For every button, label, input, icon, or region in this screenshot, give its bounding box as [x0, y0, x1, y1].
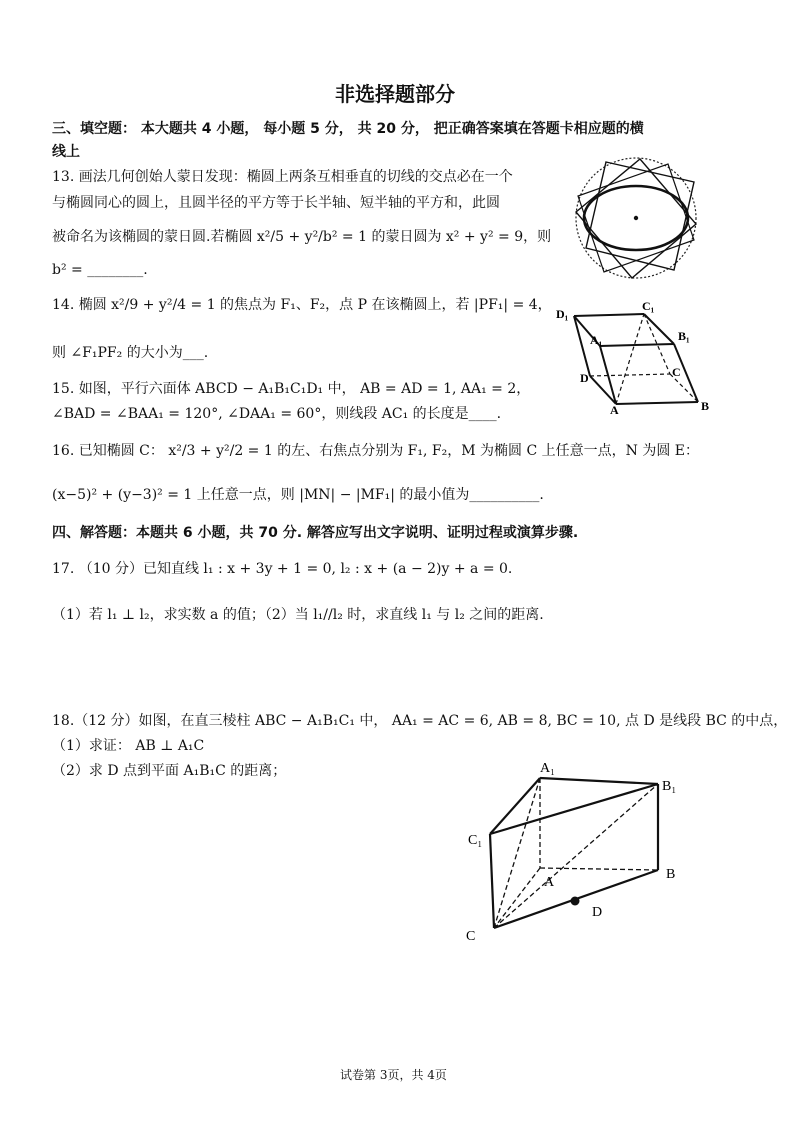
center-dot — [634, 216, 638, 220]
q18-line2: （1）求证： AB ⊥ A₁C — [52, 738, 205, 754]
q13-line1: 13. 画法几何创始人蒙日发现：椭圆上两条互相垂直的切线的交点必在一个 — [52, 169, 513, 185]
hex-label-b: B — [701, 399, 710, 413]
q15-line1: 15. 如图，平行六面体 ABCD − A₁B₁C₁D₁ 中， AB = AD = 1, AA₁ = 2， — [52, 381, 531, 397]
prism-label-c: C — [466, 929, 476, 944]
part4-heading: 四、解答题：本题共 6 小题，共 70 分. 解答应写出文字说明、证明过程或演算步骤. — [52, 525, 579, 541]
hex-label-c: C — [672, 365, 681, 379]
q18-line1: 18.（12 分）如图，在直三棱柱 ABC − A₁B₁C₁ 中， AA₁ = AC = 6, AB = 8, BC = 10, 点 D 是线段 BC 的中点， — [52, 713, 788, 729]
hex-label-d1: D₁ — [556, 307, 569, 321]
prism-label-c1: C₁ — [468, 833, 483, 848]
hex-label-d: D — [580, 371, 589, 385]
q16-line2: (x−5)² + (y−3)² = 1 上任意一点，则 |MN| − |MF₁| 的最小值为__________. — [52, 487, 544, 503]
hex-label-c1: C₁ — [642, 299, 655, 313]
prism-label-d: D — [592, 905, 603, 920]
tangent-square-1 — [586, 162, 694, 270]
part3-heading-line1: 三、填空题： 本大题共 4 小题， 每小题 5 分， 共 20 分， 把正确答案填在答题卡相应题的横 — [52, 121, 644, 137]
q14-line2: 则 ∠F₁PF₂ 的大小为___. — [52, 345, 209, 361]
q17-line1: 17. （10 分）已知直线 l₁ : x + 3y + 1 = 0, l₂ : x + (a − 2)y + a = 0. — [52, 561, 513, 577]
q18-line3: （2）求 D 点到平面 A₁B₁C 的距离； — [52, 763, 287, 779]
monge-circle-figure — [568, 152, 710, 288]
q16-line1: 16. 已知椭圆 C： x²/3 + y²/2 = 1 的左、右焦点分别为 F₁, F₂，M 为椭圆 C 上任意一点，N 为圆 E： — [52, 443, 699, 459]
q13-line3: 被命名为该椭圆的蒙日圆.若椭圆 x²/5 + y²/b² = 1 的蒙日圆为 x² + y² = 9，则 — [52, 229, 552, 245]
q13-line4: b² = ________. — [52, 262, 148, 278]
q15-line2: ∠BAD = ∠BAA₁ = 120°, ∠DAA₁ = 60°，则线段 AC₁ 的长度是____. — [52, 406, 502, 422]
hex-label-a1: A₁ — [590, 333, 603, 347]
q14-line1: 14. 椭圆 x²/9 + y²/4 = 1 的焦点为 F₁、F₂，点 P 在该椭圆上，若 |PF₁| = 4， — [52, 297, 552, 313]
q17-line2: （1）若 l₁ ⊥ l₂，求实数 a 的值；（2）当 l₁//l₂ 时，求直线 l₁ 与 l₂ 之间的距离. — [52, 607, 544, 623]
prism-label-a1: A₁ — [540, 761, 555, 776]
prism-label-b: B — [666, 867, 676, 882]
parallelepiped-figure — [552, 296, 722, 418]
page-footer: 试卷第 3页，共 4页 — [340, 1068, 447, 1082]
prism-figure — [460, 756, 700, 950]
q13-line2: 与椭圆同心的圆上，且圆半径的平方等于长半轴、短半轴的平方和，此圆 — [52, 195, 500, 211]
part3-heading-line2: 线上 — [52, 144, 80, 160]
hex-label-b1: B₁ — [678, 329, 690, 343]
prism-label-b1: B₁ — [662, 779, 677, 794]
prism-label-a: A — [544, 875, 555, 890]
point-d-dot — [571, 897, 580, 906]
hex-label-a: A — [610, 403, 619, 417]
section-title: 非选择题部分 — [335, 82, 455, 106]
